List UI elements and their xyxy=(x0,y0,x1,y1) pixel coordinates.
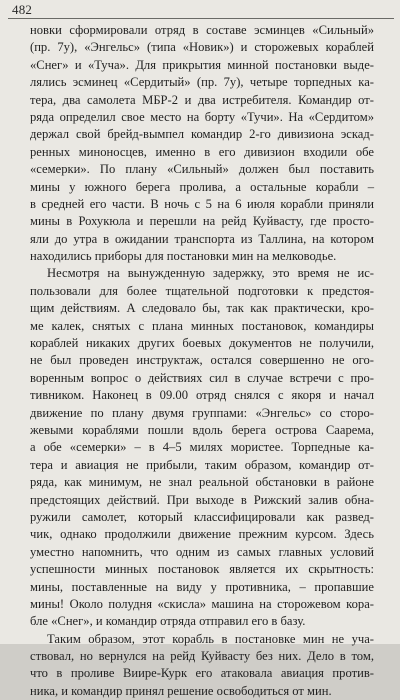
text-line: уместно напомнить, что одним из самых главных условий xyxy=(30,544,374,559)
text-line: предстоящих действий. При выходе в Рижский залив обна- xyxy=(30,492,374,507)
text-line: «Снег» и «Туча». Для прикрытия минной постановки выде- xyxy=(30,57,374,72)
text-line: лялись эсминец «Сердитый» (пр. 7у), четыре торпедных ка- xyxy=(30,75,374,90)
text-line: кораблей никаких других боевых документов не получили, xyxy=(30,336,374,351)
page-number: 482 xyxy=(12,2,33,17)
text-line: держал свой брейд-вымпел командир 2-го дивизиона эскад- xyxy=(30,127,374,142)
text-line: пользовали для более тщательной подготовки к предстоя- xyxy=(30,283,374,298)
text-line: тера, два самолета МБР-2 и два истребителя. Командир от- xyxy=(30,92,374,107)
text-line: (пр. 7у), «Энгельс» (типа «Новик») и сторожевых кораблей xyxy=(30,40,374,55)
text-line: в средней его части. В ночь с 5 на 6 июля корабли приняли xyxy=(30,196,374,211)
text-line: чик, однако продолжили движение прежним курсом. Здесь xyxy=(30,527,374,542)
text-line: ника, и командир принял решение освободиться от мин. xyxy=(30,683,332,698)
text-line: ствовал, но вернулся на рейд Куйвасту без них. Дело в том, xyxy=(30,649,374,664)
text-line: жевыми кораблями пошли вдоль берега острова Саарема, xyxy=(30,422,374,437)
paragraph xyxy=(30,22,374,265)
text-line: ряда определил свое место на борту «Тучи». На «Сердитом» xyxy=(30,109,374,124)
text-line: тивником. Наконец в 09.00 отряд снялся с якоря и начал xyxy=(30,388,374,403)
text-line: новки сформировали отряд в составе эсминцев «Сильный» xyxy=(30,23,374,37)
text-line: не был проведен инструктаж, остался совершенно не ого- xyxy=(30,353,374,368)
text-line: ружили самолет, который классифицировали как развед- xyxy=(30,509,374,524)
text-line: ренных миноносцев, именно в его дивизион входили обе xyxy=(30,144,374,159)
text-line: тера и авиация не прибыли, таким образом, командир от- xyxy=(30,457,374,472)
paragraph xyxy=(30,631,374,700)
text-line: движение по плану двумя группами: «Энгельс» со сторо- xyxy=(30,405,374,420)
paragraph xyxy=(30,265,374,630)
text-line: мины! Около полудня «скисла» машина на сторожевом кора- xyxy=(30,596,374,611)
text-line: яли до утра в ожидании транспорта из Таллина, на котором xyxy=(30,231,374,246)
text-line: Несмотря на вынужденную задержку, это время не ис- xyxy=(47,266,374,281)
text-line: находились приборы для постановки мин на мелководье. xyxy=(30,249,337,264)
header-rule xyxy=(8,18,394,19)
text-line: успешности минных постановок является их скрытность: xyxy=(30,562,374,577)
text-line: а обе «семерки» – в 4–5 милях мористее. Торпедные ка- xyxy=(30,440,374,455)
text-line: «семерки». По плану «Сильный» должен был поставить xyxy=(30,162,374,177)
text-line: воренным вопрос о действиях сил в случае встречи с про- xyxy=(30,370,374,385)
text-line: мины у южного берега пролива, а остальные корабли – xyxy=(30,179,374,194)
text-line: ме калек, снятых с плана минных постановок, командиры xyxy=(30,318,374,333)
text-line: бле «Снег», и командир отряда отправил его в базу. xyxy=(30,614,306,629)
text-line: ряда, как минимум, не знал реальной обстановки в районе xyxy=(30,475,374,490)
text-line: Таким образом, этот корабль в постановке мин не уча- xyxy=(47,631,374,646)
text-line: мины в Рохукюла и перешли на рейд Куйвасту, где просто- xyxy=(30,214,374,229)
text-line: мины, поставленные на виду у противника, – пропавшие xyxy=(30,579,374,594)
body-text xyxy=(30,22,374,700)
text-line: что в проливе Виире-Курк его атаковала авиация против- xyxy=(30,666,374,681)
text-line: щим действиям. А следовало бы, так как практически, кро- xyxy=(30,301,374,316)
